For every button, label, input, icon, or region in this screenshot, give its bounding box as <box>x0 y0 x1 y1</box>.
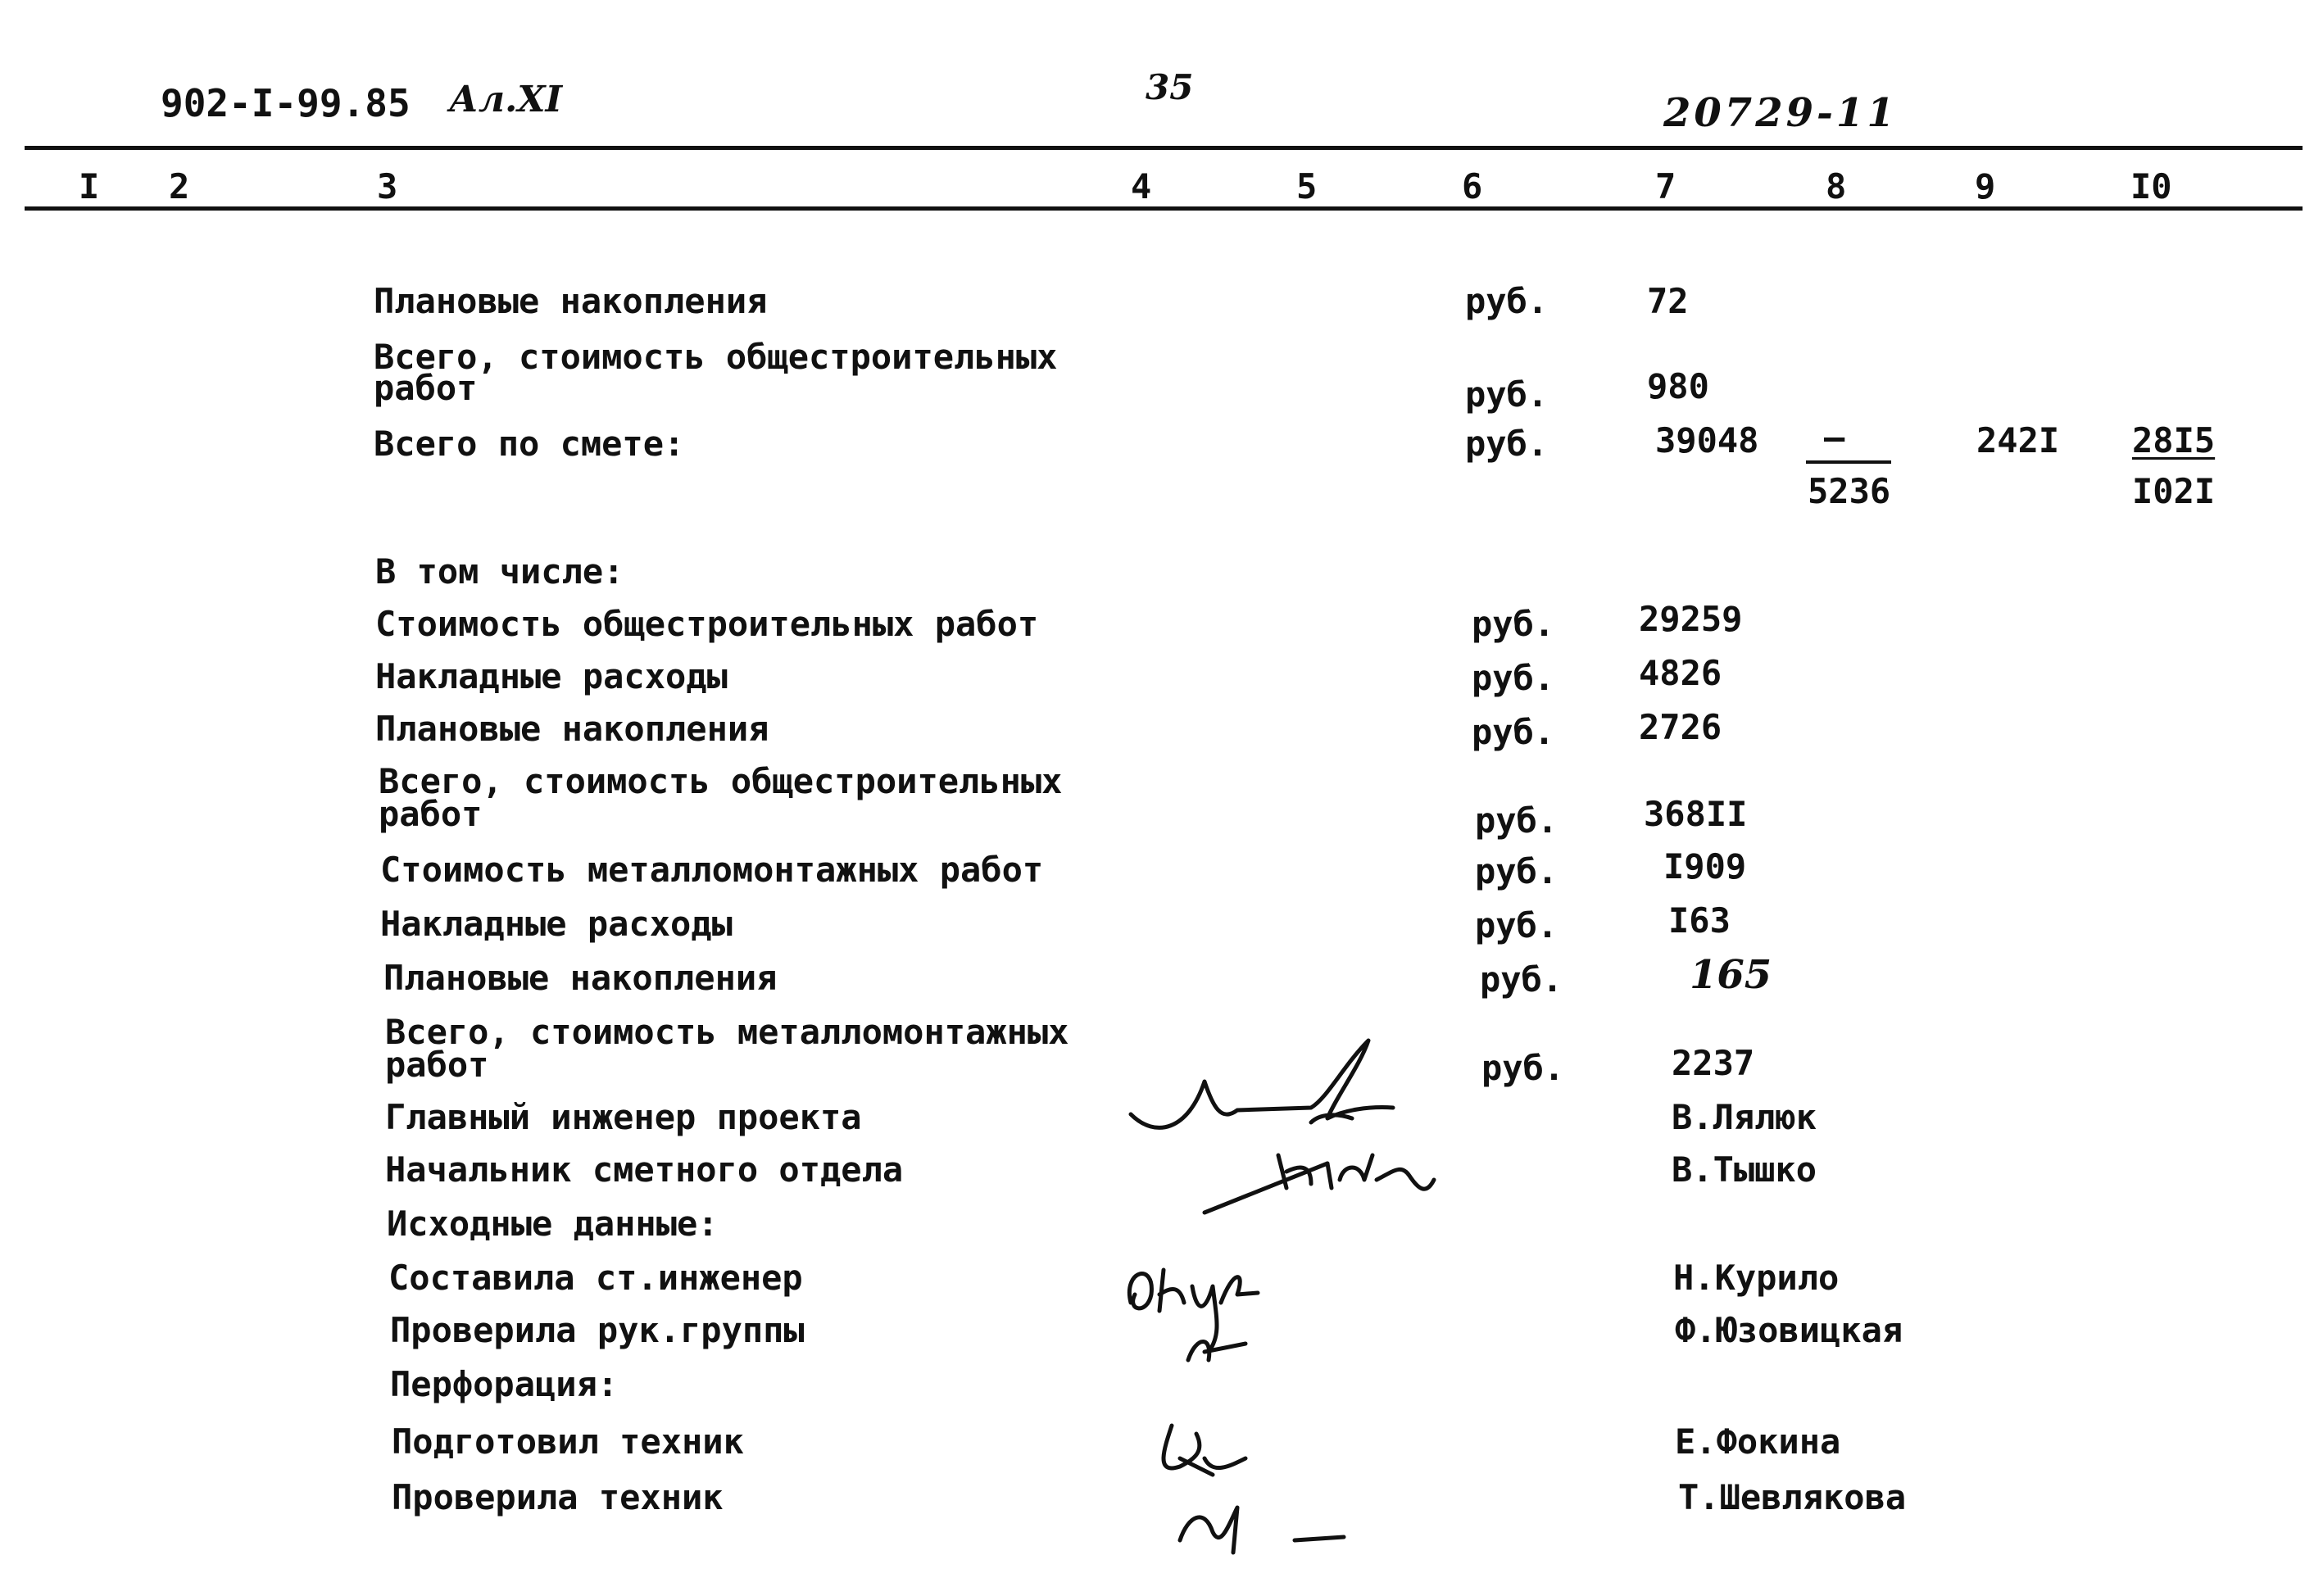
header-bottom-rule <box>25 206 2303 211</box>
row-label-line1: Всего, стоимость металломонтажных <box>385 1012 1069 1052</box>
signature-role: Начальник сметного отдела <box>385 1149 904 1190</box>
row-label-line1: Всего, стоимость общестроительных <box>374 337 1058 377</box>
row-label-line2: работ <box>374 368 478 408</box>
signature-role: Проверила рук.группы <box>390 1310 805 1350</box>
row-unit: руб. <box>1475 800 1558 841</box>
row-label: Плановые накопления <box>375 709 769 749</box>
signature-role: Главный инженер проекта <box>385 1097 862 1137</box>
col8-denominator: 5236 <box>1808 471 1891 511</box>
column-number-3: 3 <box>377 166 398 206</box>
col8-numerator: – <box>1824 417 1845 457</box>
row-label: Всего по смете: <box>374 424 685 464</box>
row-label: Накладные расходы <box>380 904 733 944</box>
signature-role: Подготовил техник <box>392 1421 744 1462</box>
row-value: 4826 <box>1639 653 1722 693</box>
column-number-2: 2 <box>169 166 190 206</box>
signature-name: Н.Курило <box>1673 1258 1840 1298</box>
col9-value: 242I <box>1976 420 2060 460</box>
row-unit: руб. <box>1480 959 1563 1000</box>
row-unit: руб. <box>1465 424 1549 464</box>
col8-fraction-line <box>1806 460 1891 464</box>
row-value: 29259 <box>1639 599 1743 639</box>
column-number-8: 8 <box>1826 166 1847 206</box>
signature-name: Т.Шевлякова <box>1678 1477 1907 1517</box>
signature-name: Ф.Юзовицкая <box>1675 1310 1903 1350</box>
signature-name: В.Лялюк <box>1672 1097 1817 1137</box>
row-value: 2726 <box>1639 707 1722 747</box>
page-number: 35 <box>1146 67 1194 107</box>
row-unit: руб. <box>1472 712 1555 752</box>
signature-name: Е.Фокина <box>1675 1421 1841 1462</box>
row-unit: руб. <box>1472 658 1555 698</box>
row-label: Накладные расходы <box>375 656 728 696</box>
row-value: 39048 <box>1655 420 1759 460</box>
header-top-rule <box>25 146 2303 150</box>
row-unit: руб. <box>1475 905 1558 945</box>
row-label: Плановые накопления <box>383 958 778 998</box>
column-number-7: 7 <box>1655 166 1676 206</box>
col10-numerator: 28I5 <box>2132 420 2216 460</box>
column-number-9: 9 <box>1975 166 1996 206</box>
row-label: Стоимость общестроительных работ <box>375 604 1039 644</box>
row-value: 368II <box>1644 794 1748 834</box>
column-number-4: 4 <box>1131 166 1152 206</box>
col10-denominator: I02I <box>2132 471 2216 511</box>
row-unit: руб. <box>1465 281 1549 321</box>
row-label-line1: Всего, стоимость общестроительных <box>379 761 1063 801</box>
column-number-5: 5 <box>1296 166 1318 206</box>
row-label: Плановые накопления <box>374 281 768 321</box>
row-value: 980 <box>1647 366 1709 406</box>
row-value: I909 <box>1663 846 1747 886</box>
signature-name: В.Тышко <box>1672 1149 1817 1190</box>
column-number-1: I <box>79 166 100 206</box>
section-label: В том числе: <box>375 551 624 592</box>
row-value: I63 <box>1668 900 1731 941</box>
row-label-line2: работ <box>379 794 483 834</box>
column-number-10: I0 <box>2130 166 2172 206</box>
row-label-line2: работ <box>385 1045 489 1085</box>
row-value: 2237 <box>1672 1043 1755 1083</box>
album-mark: Ал.XI <box>449 79 563 120</box>
signature-compiler <box>1114 1237 1278 1376</box>
signature-preparer <box>1147 1409 1360 1565</box>
row-value-handwritten: 165 <box>1690 952 1772 998</box>
row-label: Стоимость металломонтажных работ <box>380 850 1044 890</box>
sheet-code: 20729-11 <box>1663 90 1898 136</box>
row-value: 72 <box>1647 281 1689 321</box>
section-label: Перфорация: <box>390 1364 619 1404</box>
row-unit: руб. <box>1465 374 1549 415</box>
section-label: Исходные данные: <box>387 1204 719 1244</box>
row-unit: руб. <box>1481 1048 1565 1088</box>
signature-role: Составила ст.инженер <box>388 1258 803 1298</box>
doc-code: 902-I-99.85 <box>161 81 411 125</box>
signature-estimate-head <box>1196 1131 1459 1229</box>
column-number-6: 6 <box>1462 166 1483 206</box>
row-unit: руб. <box>1475 851 1558 891</box>
row-unit: руб. <box>1472 604 1555 644</box>
signature-role: Проверила техник <box>392 1477 724 1517</box>
